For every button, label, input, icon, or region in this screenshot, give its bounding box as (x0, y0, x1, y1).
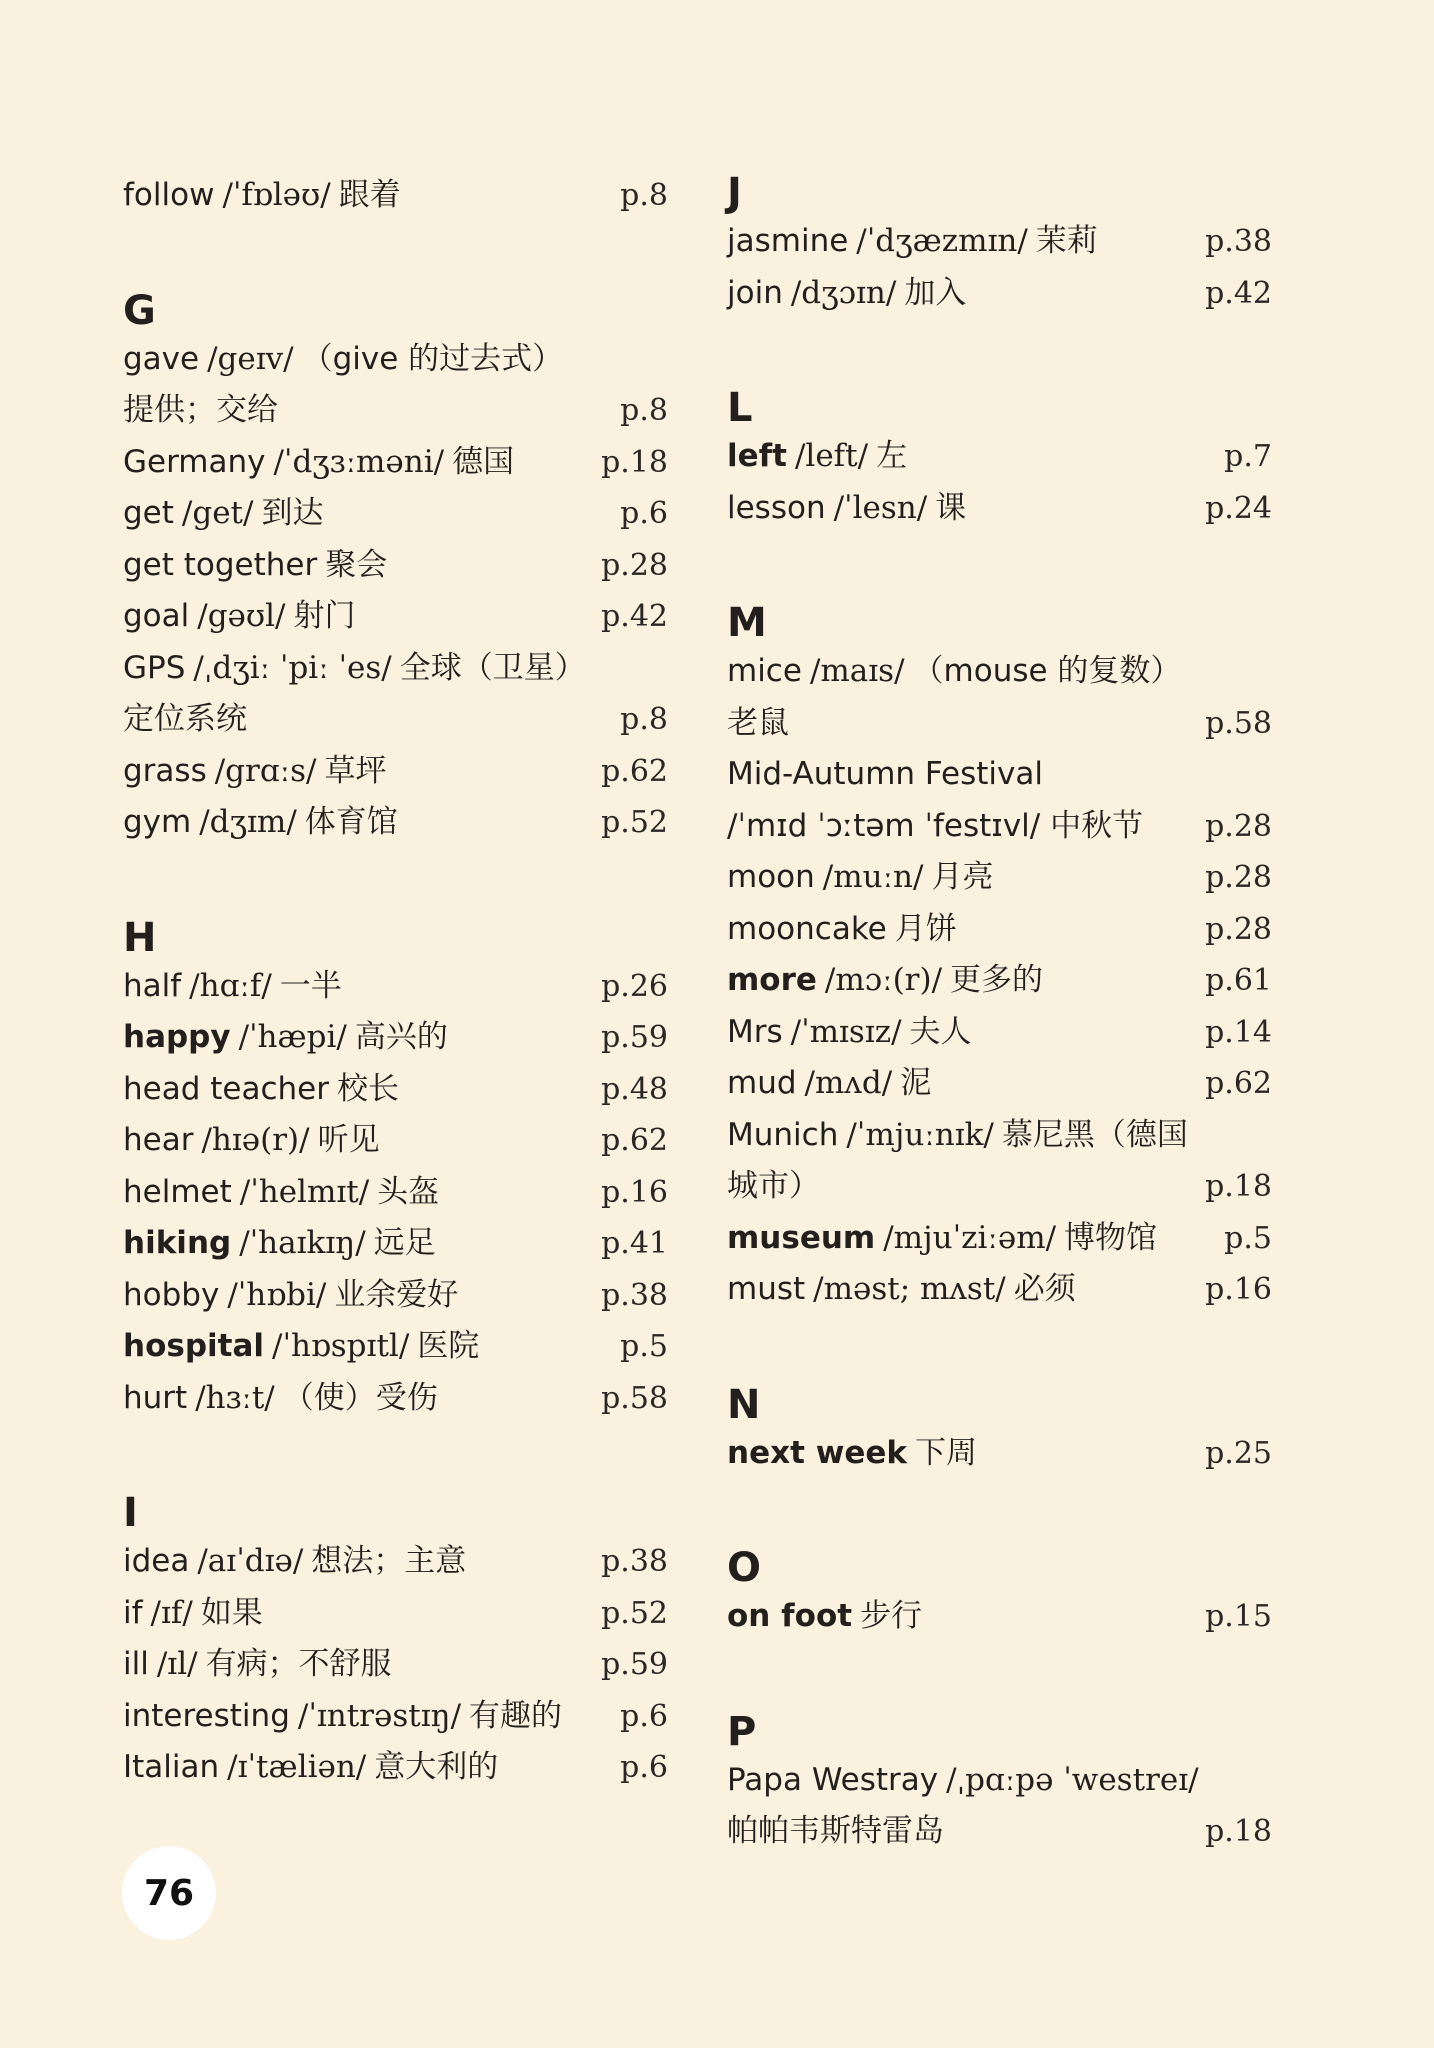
glossary-entry (123, 1536, 668, 1588)
entry-word: mooncake (727, 910, 887, 947)
entry-phonetic: /ˈmɪsɪz/ (790, 1013, 902, 1050)
entry-phonetic: /hɪə(r)/ (201, 1122, 310, 1158)
section-letter: G (123, 287, 156, 334)
entry-meaning: 月亮 (931, 859, 994, 895)
entry-page-ref: p.5 (620, 1329, 668, 1364)
entry-page-ref: p.6 (620, 1750, 668, 1785)
entry-word: left (727, 438, 787, 474)
entry-phonetic: /gəʊl/ (197, 598, 286, 634)
glossary-entry (123, 1639, 668, 1691)
entry-phonetic: /get/ (181, 495, 254, 531)
entry-page-ref: p.59 (601, 1647, 668, 1682)
entry-phonetic: /ˈhaɪkɪŋ/ (239, 1225, 366, 1261)
entry-phonetic: /ˈɪntrəstɪŋ/ (297, 1697, 462, 1734)
entry-page-ref: p.52 (601, 1595, 668, 1631)
entry-meaning: 慕尼黑（德国 (1001, 1116, 1188, 1153)
section-letter: M (727, 600, 767, 646)
entry-phonetic: /ˈhɒbi/ (227, 1276, 327, 1313)
entry-phonetic: /hɜːt/ (195, 1379, 275, 1416)
glossary-entry (123, 437, 668, 489)
entry-page-ref: p.38 (1205, 224, 1272, 259)
entry-meaning: 有病；不舒服 (205, 1646, 392, 1682)
entry-page-ref: p.7 (1224, 439, 1272, 474)
entry-page-ref: p.6 (620, 496, 668, 531)
entry-word: grass (123, 752, 207, 789)
glossary-entry (123, 797, 668, 849)
entry-word: half (123, 967, 182, 1004)
entry-phonetic: /aɪˈdɪə/ (197, 1543, 304, 1579)
entry-page-ref: p.52 (601, 805, 668, 840)
glossary-section (123, 915, 668, 1425)
glossary-entry (727, 955, 1272, 1007)
entry-phonetic: /ˈhæpi/ (238, 1019, 347, 1055)
entry-phonetic: /mɔː(r)/ (824, 962, 943, 998)
glossary-section (123, 288, 668, 849)
entry-meaning: 茉莉 (1035, 223, 1098, 259)
entry-continuation: 定位系统 (123, 701, 247, 737)
entry-phonetic: /ˈdʒɜːməni/ (273, 443, 445, 480)
entry-phonetic: /ɪf/ (150, 1594, 193, 1631)
entry-page-ref: p.18 (1205, 1814, 1272, 1849)
entry-word: lesson (727, 489, 826, 526)
entry-meaning: 月饼 (894, 910, 957, 947)
entry-word: follow (123, 177, 215, 213)
entry-meaning: 跟着 (338, 177, 401, 213)
entry-word: moon (727, 859, 815, 895)
glossary-entry (727, 1110, 1272, 1213)
glossary-entry (727, 904, 1272, 956)
glossary-entry (123, 1373, 668, 1425)
glossary-entry (123, 1064, 668, 1116)
glossary-entry (727, 852, 1272, 904)
entry-page-ref: p.28 (1205, 911, 1272, 947)
entry-page-ref: p.28 (601, 547, 668, 583)
glossary-entry (727, 483, 1272, 535)
section-letter: J (727, 170, 742, 216)
entry-word: Italian (123, 1749, 220, 1785)
entry-page-ref: p.8 (620, 178, 668, 213)
entry-meaning: 德国 (452, 443, 515, 480)
entry-phonetic: /muːn/ (822, 859, 924, 895)
entry-phonetic: /ˈfɒləʊ/ (222, 177, 331, 213)
entry-meaning: 校长 (336, 1070, 399, 1107)
entry-phonetic: /mʌd/ (804, 1065, 893, 1101)
glossary-entry (727, 1428, 1272, 1480)
glossary-entry (123, 334, 668, 437)
entry-word: on foot (727, 1598, 853, 1634)
right-column (727, 170, 1272, 1858)
entry-page-ref: p.6 (620, 1698, 668, 1734)
entry-continuation: 城市） (727, 1168, 820, 1204)
glossary-entry (123, 961, 668, 1013)
entry-meaning: 聚会 (325, 546, 388, 583)
left-column (123, 170, 668, 1794)
entry-phonetic: /ˈdʒæzmɪn/ (856, 223, 1028, 259)
entry-continuation: 提供；交给 (123, 392, 278, 428)
entry-page-ref: p.38 (601, 1277, 668, 1313)
entry-page-ref: p.8 (620, 393, 668, 428)
entry-phonetic: /maɪs/ (809, 653, 905, 689)
glossary-section (727, 170, 1272, 319)
entry-word: gym (123, 804, 192, 840)
entry-continuation: 帕帕韦斯特雷岛 (727, 1813, 944, 1849)
entry-meaning: 加入 (904, 274, 967, 311)
entry-page-ref: p.62 (601, 1123, 668, 1158)
glossary-entry (123, 1115, 668, 1167)
entry-continuation: 老鼠 (727, 704, 789, 741)
entry-word: interesting (123, 1697, 290, 1734)
entry-page-ref: p.26 (601, 968, 668, 1004)
entry-word: Papa Westray (727, 1761, 939, 1798)
glossary-entry (123, 1218, 668, 1270)
entry-word: next week (727, 1434, 908, 1471)
entry-page-ref: p.8 (620, 702, 668, 737)
entry-meaning: 一半 (279, 967, 342, 1004)
glossary-section (123, 1490, 668, 1794)
section-letter: O (727, 1545, 762, 1591)
entry-phonetic: /dʒɪm/ (199, 804, 297, 840)
glossary-entry (123, 1691, 668, 1743)
entry-phonetic: /məst; mʌst/ (813, 1271, 1006, 1307)
entry-page-ref: p.24 (1205, 490, 1272, 526)
entry-page-ref: p.16 (601, 1174, 668, 1210)
section-letter: L (727, 385, 753, 431)
glossary-entry (123, 591, 668, 643)
entry-page-ref: p.28 (1205, 860, 1272, 895)
entry-page-ref: p.42 (1205, 275, 1272, 311)
entry-page-ref: p.41 (601, 1226, 668, 1261)
entry-continuation: /ˈmɪd ˈɔːtəm ˈfestɪvl/ 中秋节 (727, 807, 1144, 844)
entry-word: jasmine (727, 223, 849, 259)
entry-phonetic: /ˈmjuːnɪk/ (846, 1116, 994, 1153)
glossary-entry (123, 170, 668, 222)
entry-word: must (727, 1271, 806, 1307)
entry-phonetic: /mjuˈziːəm/ (883, 1219, 1057, 1256)
entry-page-ref: p.58 (601, 1380, 668, 1416)
glossary-section (727, 1709, 1272, 1858)
glossary-entry (123, 1742, 668, 1794)
glossary-entry (123, 643, 668, 746)
entry-word: gave (123, 340, 200, 377)
glossary-section (727, 1545, 1272, 1643)
glossary-entry (123, 540, 668, 592)
entry-word: join (727, 274, 783, 311)
entry-word: hurt (123, 1379, 188, 1416)
entry-meaning: 草坪 (324, 752, 387, 789)
entry-page-ref: p.18 (601, 444, 668, 480)
entry-meaning: 有趣的 (469, 1697, 563, 1734)
entry-phonetic: /ˌpɑːpə ˈwestreɪ/ (946, 1761, 1199, 1798)
glossary-entry (727, 1213, 1272, 1265)
section-letter: I (123, 1490, 138, 1536)
entry-word: ill (123, 1646, 149, 1682)
glossary-section (123, 170, 668, 222)
entry-phonetic: /hɑːf/ (189, 967, 272, 1004)
entry-page-ref: p.42 (601, 599, 668, 634)
entry-meaning: 想法；主意 (311, 1543, 467, 1579)
entry-page-ref: p.15 (1205, 1599, 1272, 1634)
glossary-entry (727, 646, 1272, 749)
entry-phonetic: /ɪˈtæliən/ (227, 1749, 367, 1785)
page-number-badge (122, 1846, 216, 1940)
entry-word: Mrs (727, 1013, 783, 1050)
entry-meaning: 左 (876, 438, 908, 474)
entry-meaning: 下周 (915, 1434, 978, 1471)
entry-word: mice (727, 653, 802, 689)
entry-word: Mid-Autumn Festival (727, 756, 1043, 792)
entry-meaning: 更多的 (950, 962, 1044, 998)
glossary-entry (123, 1012, 668, 1064)
entry-word: head teacher (123, 1070, 329, 1107)
glossary-entry (123, 1167, 668, 1219)
glossary-entry (727, 268, 1272, 320)
entry-meaning: 课 (935, 489, 967, 526)
entry-meaning: （give 的过去式） (301, 340, 564, 377)
entry-meaning: 高兴的 (354, 1019, 448, 1055)
entry-page-ref: p.48 (601, 1071, 668, 1107)
entry-word: GPS (123, 649, 186, 686)
entry-word: get together (123, 546, 318, 583)
entry-meaning: （mouse 的复数） (912, 653, 1182, 689)
entry-meaning: 到达 (261, 495, 324, 531)
entry-meaning: 全球（卫星） (399, 649, 586, 686)
glossary-entry (727, 216, 1272, 268)
entry-page-ref: p.59 (601, 1020, 668, 1055)
entry-word: helmet (123, 1173, 232, 1210)
entry-page-ref: p.28 (1205, 808, 1272, 844)
entry-meaning: 意大利的 (374, 1749, 499, 1785)
section-letter: P (727, 1708, 757, 1755)
glossary-section (727, 385, 1272, 534)
entry-meaning: 业余爱好 (334, 1276, 459, 1313)
section-letter: N (727, 1381, 761, 1428)
entry-phonetic: /ˈlesn/ (833, 489, 928, 526)
entry-meaning: 如果 (200, 1594, 263, 1631)
entry-word: Munich (727, 1116, 839, 1153)
entry-page-ref: p.14 (1205, 1014, 1272, 1050)
entry-word: mud (727, 1065, 797, 1101)
entry-word: hiking (123, 1225, 232, 1261)
section-letter: H (123, 914, 157, 961)
entry-word: museum (727, 1219, 876, 1256)
entry-meaning: 必须 (1013, 1271, 1076, 1307)
entry-page-ref: p.25 (1205, 1435, 1272, 1471)
glossary-entry (123, 1270, 668, 1322)
glossary-entry (727, 1007, 1272, 1059)
entry-page-ref: p.38 (601, 1544, 668, 1579)
entry-phonetic: /ɪl/ (156, 1646, 198, 1682)
entry-meaning: 体育馆 (304, 804, 398, 840)
entry-meaning: 射门 (293, 598, 356, 634)
entry-meaning: 博物馆 (1064, 1219, 1158, 1256)
entry-phonetic: /ˈhelmɪt/ (239, 1173, 370, 1210)
glossary-entry (123, 746, 668, 798)
entry-phonetic: /geɪv/ (207, 340, 294, 377)
entry-meaning: 医院 (417, 1328, 480, 1364)
entry-meaning: （使）受伤 (282, 1379, 438, 1416)
entry-page-ref: p.58 (1205, 705, 1272, 741)
entry-word: Germany (123, 443, 266, 480)
entry-word: hospital (123, 1328, 264, 1364)
page-number: 76 (143, 1872, 195, 1914)
glossary-entry (727, 1058, 1272, 1110)
entry-meaning: 远足 (373, 1225, 436, 1261)
entry-meaning: 头盔 (377, 1173, 440, 1210)
entry-phonetic: /grɑːs/ (214, 752, 317, 789)
entry-meaning: 泥 (900, 1065, 932, 1101)
entry-page-ref: p.5 (1224, 1220, 1272, 1256)
entry-meaning: 听见 (317, 1122, 380, 1158)
entry-page-ref: p.16 (1205, 1272, 1272, 1307)
glossary-entry (727, 1264, 1272, 1316)
glossary-entry (727, 1755, 1272, 1858)
entry-word: hear (123, 1122, 194, 1158)
entry-word: idea (123, 1543, 190, 1579)
entry-page-ref: p.62 (1205, 1066, 1272, 1101)
entry-word: happy (123, 1019, 231, 1055)
entry-meaning: 夫人 (909, 1013, 972, 1050)
entry-phonetic: /dʒɔɪn/ (790, 274, 897, 311)
entry-word: hobby (123, 1276, 220, 1313)
glossary-entry (727, 1591, 1272, 1643)
glossary-entry (727, 431, 1272, 483)
glossary-entry (123, 1588, 668, 1640)
glossary-section (727, 1382, 1272, 1480)
entry-phonetic: /left/ (794, 438, 869, 474)
entry-word: goal (123, 598, 190, 634)
entry-page-ref: p.62 (601, 753, 668, 789)
entry-word: get (123, 495, 174, 531)
glossary-section (727, 600, 1272, 1316)
entry-page-ref: p.61 (1205, 963, 1272, 998)
entry-word: if (123, 1594, 143, 1631)
glossary-entry (123, 1321, 668, 1373)
glossary-entry (123, 488, 668, 540)
entry-phonetic: /ˈhɒspɪtl/ (272, 1328, 410, 1364)
entry-phonetic: /ˌdʒiː ˈpiː ˈes/ (193, 649, 392, 686)
glossary-entry (727, 749, 1272, 852)
entry-word: more (727, 962, 817, 998)
entry-page-ref: p.18 (1205, 1169, 1272, 1204)
entry-meaning: 步行 (860, 1598, 923, 1634)
